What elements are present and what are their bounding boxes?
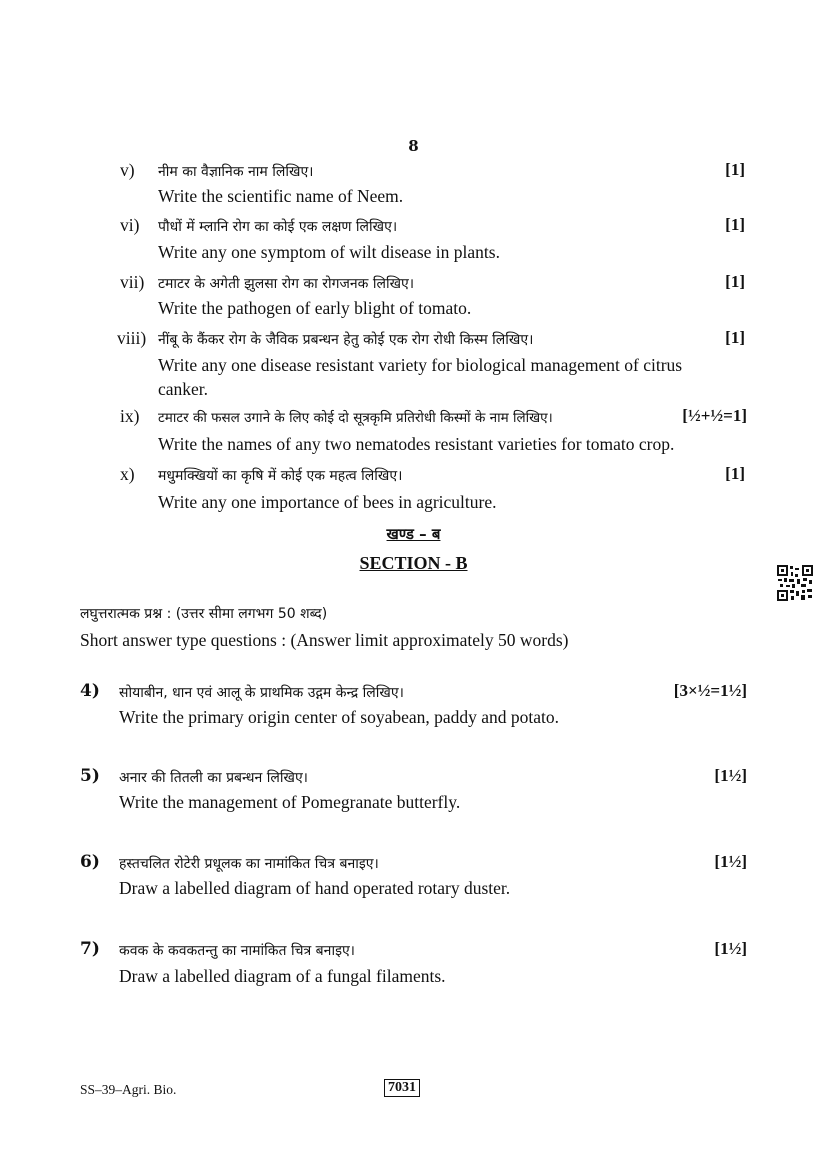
section-heading-hindi: खण्ड – ब bbox=[386, 525, 441, 543]
question-english: Write any one importance of bees in agriculture. bbox=[158, 492, 497, 512]
question-marks: [1½] bbox=[714, 939, 747, 958]
question-hindi: टमाटर की फसल उगाने के लिए कोई दो सूत्रकृमि प्रतिरोधी किस्मों के नाम लिखिए। bbox=[158, 410, 553, 426]
footer-paper-code: SS–39–Agri. Bio. bbox=[80, 1082, 177, 1097]
question-hindi: नींबू के कैंकर रोग के जैविक प्रबन्धन हेतु कोई एक रोग रोधी किस्म लिखिए। bbox=[158, 332, 534, 348]
footer-serial-box: 7031 bbox=[384, 1079, 420, 1097]
question-english: Write the management of Pomegranate butterfly. bbox=[119, 792, 461, 812]
question-english: Write any one disease resistant variety for biological management of citrus bbox=[158, 355, 683, 375]
section-instruction-english: Short answer type questions : (Answer limit approximately 50 words) bbox=[80, 630, 569, 650]
question-hindi: सोयाबीन, धान एवं आलू के प्राथमिक उद्गम केन्द्र लिखिए। bbox=[119, 685, 404, 701]
question-marks: [½+½=1] bbox=[682, 406, 747, 425]
question-english: Write the scientific name of Neem. bbox=[158, 186, 404, 206]
question-marks: [1] bbox=[725, 464, 745, 483]
question-marks: [1] bbox=[725, 160, 745, 179]
question-number: x) bbox=[120, 464, 135, 484]
question-number: 5) bbox=[80, 766, 100, 786]
question-english: Write the pathogen of early blight of tomato. bbox=[158, 298, 472, 318]
question-number: vii) bbox=[120, 272, 145, 292]
question-number: viii) bbox=[117, 328, 147, 348]
question-hindi: मधुमक्खियों का कृषि में कोई एक महत्व लिखिए। bbox=[158, 468, 403, 484]
question-english: Draw a labelled diagram of hand operated rotary duster. bbox=[119, 878, 511, 898]
question-number: v) bbox=[120, 160, 135, 180]
question-marks: [1] bbox=[725, 328, 745, 347]
section-instruction-hindi: लघुत्तरात्मक प्रश्न : (उत्तर सीमा लगभग 50 शब्द) bbox=[80, 606, 328, 622]
question-english: Write the names of any two nematodes resistant varieties for tomato crop. bbox=[158, 434, 675, 454]
question-english: Write the primary origin center of soyabean, paddy and potato. bbox=[119, 707, 560, 727]
section-heading-english: SECTION - B bbox=[359, 553, 468, 573]
question-marks: [3×½=1½] bbox=[673, 681, 747, 700]
question-number: ix) bbox=[120, 406, 140, 426]
question-marks: [1½] bbox=[714, 852, 747, 871]
question-number: 7) bbox=[80, 939, 100, 959]
question-hindi: अनार की तितली का प्रबन्धन लिखिए। bbox=[119, 770, 308, 786]
question-marks: [1] bbox=[725, 272, 745, 291]
question-hindi: हस्तचलित रोटेरी प्रधूलक का नामांकित चित्र बनाइए। bbox=[119, 856, 379, 872]
question-number: 4) bbox=[80, 681, 100, 701]
question-number: 6) bbox=[80, 852, 100, 872]
question-hindi: पौधों में म्लानि रोग का कोई एक लक्षण लिखिए। bbox=[158, 219, 398, 235]
question-hindi: नीम का वैज्ञानिक नाम लिखिए। bbox=[158, 164, 314, 180]
question-hindi: टमाटर के अगेती झुलसा रोग का रोगजनक लिखिए। bbox=[158, 276, 415, 292]
question-marks: [1½] bbox=[714, 766, 747, 785]
question-english: Draw a labelled diagram of a fungal filaments. bbox=[119, 966, 446, 986]
page-number: 8 bbox=[408, 137, 419, 155]
question-hindi: कवक के कवकतन्तु का नामांकित चित्र बनाइए। bbox=[119, 943, 355, 959]
qr-code-icon bbox=[776, 564, 814, 602]
question-marks: [1] bbox=[725, 215, 745, 234]
question-number: vi) bbox=[120, 215, 140, 235]
question-english-continued: canker. bbox=[158, 379, 209, 399]
question-english: Write any one symptom of wilt disease in plants. bbox=[158, 242, 500, 262]
